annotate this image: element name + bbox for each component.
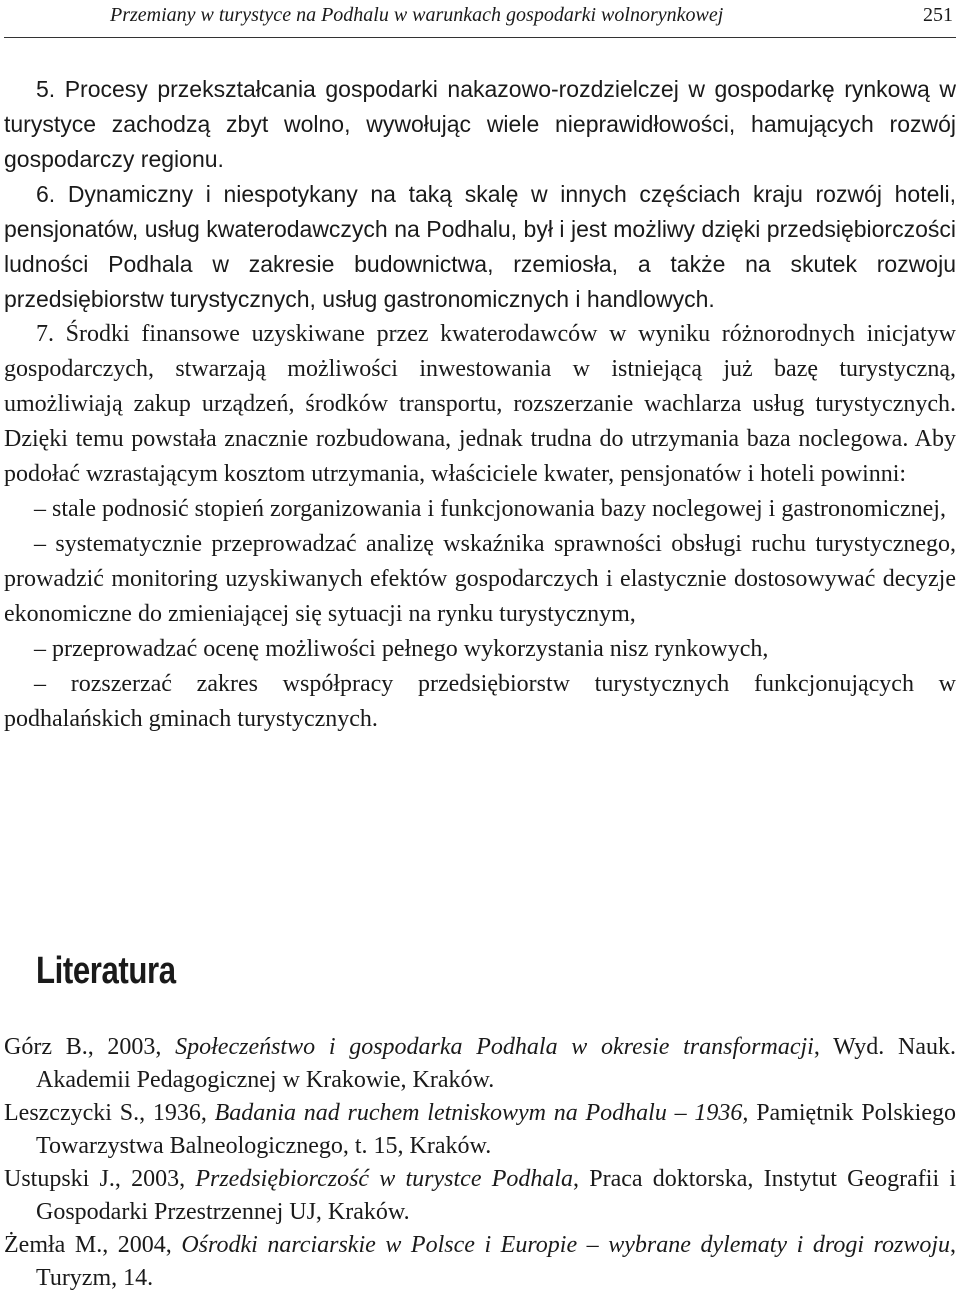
list-item: – stale podnosić stopień zorganizowania i funkcjonowania bazy noclegowej i gastronomicznej, [34,496,946,522]
list-item: – przeprowadzać ocenę możliwości pełnego wykorzystania nisz rynkowych, [34,636,769,662]
reference-item [4,1163,956,1229]
reference-author: Leszczycki S., 1936, [4,1100,215,1126]
reference-title: Badania nad ruchem letniskowym na Podhalu – 1936, [214,1100,749,1126]
paragraph-5: 5. Procesy przekształcania gospodarki nakazowo-rozdzielczej w gospodarkę rynkową w turystyce zachodzą zbyt wolno, wywołując wiele nieprawidłowości, hamujących rozwój gospodarczy regionu. [4,76,956,172]
reference-title: Przedsiębiorczość w turystce Podhala [195,1166,574,1192]
paragraph-7: 7. Środki finansowe uzyskiwane przez kwaterodawców w wyniku różnorodnych inicjatyw gospodarczych, stwarzają możliwości inwestowania w istniejącą już bazę turystyczną, umożliwiają zakup urządzeń, środków transportu, rozszerzanie wachlarza usług turystycznych. Dzięki temu powstała znacznie rozbudowana, jednak trudna do utrzymania baza noclegowa. Aby podołać wzrastającym kosztom utrzymania, właściciele kwater, pensjonatów i hoteli powinni: [4,321,956,487]
reference-details: , Turyzm, 14. [36,1232,957,1291]
references-list [4,1031,956,1295]
reference-details: , Wyd. Nauk. Akademii Pedagogicznej w Krakowie, Kraków. [36,1034,957,1093]
body-text [4,72,956,737]
running-head [4,0,956,38]
running-head-title: Przemiany w turystyce na Podhalu w warunkach gospodarki wolnorynkowej [110,4,724,26]
reference-title: Ośrodki narciarskie w Polsce i Europie – wybrane dylematy i drogi rozwoju [181,1232,951,1258]
list-item: – systematycznie przeprowadzać analizę wskaźnika sprawności obsługi ruchu turystycznego, prowadzić monitoring uzyskiwanych efektów gospodarczych i elastycznie dostosowywać decyzje ekonomiczne do zmieniającej się sytuacji na rynku turystycznym, [4,531,956,627]
reference-item [4,1031,956,1097]
paragraph-6: 6. Dynamiczny i niespotykany na taką skalę w innych częściach kraju rozwój hoteli, pensjonatów, usług kwaterodawczych na Podhalu, był i jest możliwy dzięki przedsiębiorczości ludności Podhala w zakresie budownictwa, rzemiosła, a także na skutek rozwoju przedsiębiorstw turystycznych, usług gastronomicznych i handlowych. [4,181,956,312]
reference-details: , Praca doktorska, Instytut Geografii i Gospodarki Przestrzennej UJ, Kraków. [36,1166,956,1225]
list-item: – rozszerzać zakres współpracy przedsiębiorstw turystycznych funkcjonujących w podhalańskich gminach turystycznych. [4,671,956,732]
reference-item [4,1097,956,1163]
section-heading: Literatura [36,950,176,992]
reference-author: Ustupski J., 2003, [4,1166,196,1192]
page-number: 251 [923,4,953,26]
reference-author: Górz B., 2003, [4,1034,176,1060]
reference-details: Pamiętnik Polskiego Towarzystwa Balneologicznego, t. 15, Kraków. [36,1100,956,1159]
reference-item [4,1229,956,1295]
reference-title: Społeczeństwo i gospodarka Podhala w okresie transformacji [175,1034,814,1060]
reference-author: Żemła M., 2004, [4,1232,182,1258]
